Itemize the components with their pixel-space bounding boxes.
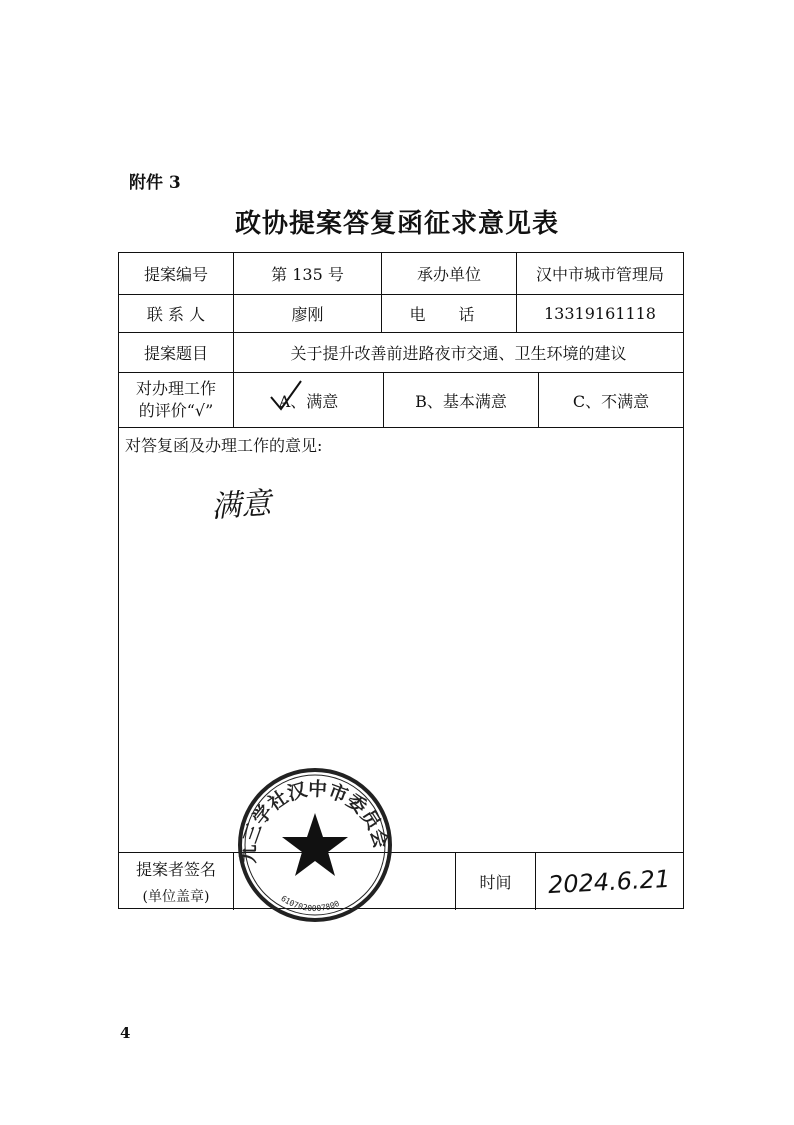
page-number: 4 (120, 1024, 131, 1042)
evaluation-label-line2: 的评价“√” (138, 401, 214, 420)
row-proposal-number (119, 253, 683, 295)
star-icon (282, 813, 348, 876)
handwritten-date: 2024.6.21 (547, 864, 672, 899)
signature-label-line2: (单位盖章) (142, 889, 210, 905)
evaluation-label (119, 373, 234, 427)
topic-value: 关于提升改善前进路夜市交通、卫生环境的建议 (290, 344, 627, 363)
attachment-label: 附件 3 (129, 173, 181, 193)
checkmark-icon (267, 377, 307, 417)
form-title: 政协提案答复函征求意见表 (234, 209, 559, 239)
official-seal-stamp (235, 765, 395, 925)
handling-unit-label: 承办单位 (382, 253, 517, 294)
opinion-section (119, 428, 683, 853)
handwritten-opinion: 满意 (210, 485, 273, 526)
contact-value: 廖刚 (234, 295, 382, 332)
time-label: 时间 (456, 853, 536, 910)
row-signature (119, 853, 683, 910)
handling-unit-value: 汉中市城市管理局 (535, 265, 664, 284)
row-contact (119, 295, 683, 333)
option-c-unsatisfied: C、不满意 (572, 391, 650, 411)
time-value (536, 853, 683, 910)
opinion-label: 对答复函及办理工作的意见: (125, 436, 323, 455)
signature-label (119, 853, 234, 910)
proposal-number-label: 提案编号 (119, 253, 234, 294)
phone-label: 电 话 (382, 295, 517, 332)
row-topic (119, 333, 683, 373)
seal-text: 九三学社汉中市委员会 (237, 778, 392, 864)
feedback-form (118, 252, 684, 909)
signature-label-line1: 提案者签名 (135, 860, 216, 879)
topic-label: 提案题目 (119, 333, 234, 372)
option-a-label: A、满意 (278, 391, 339, 411)
row-evaluation (119, 373, 683, 428)
evaluation-label-line1: 对办理工作 (135, 379, 216, 398)
seal-number: 6107020007800 (279, 893, 341, 914)
proposal-number-value: 第 135 号 (234, 253, 382, 294)
phone-value: 13319161118 (544, 304, 656, 323)
contact-label: 联 系 人 (119, 295, 234, 332)
option-b-basically-satisfied: B、基本满意 (384, 373, 539, 427)
option-a-satisfied (234, 373, 384, 427)
